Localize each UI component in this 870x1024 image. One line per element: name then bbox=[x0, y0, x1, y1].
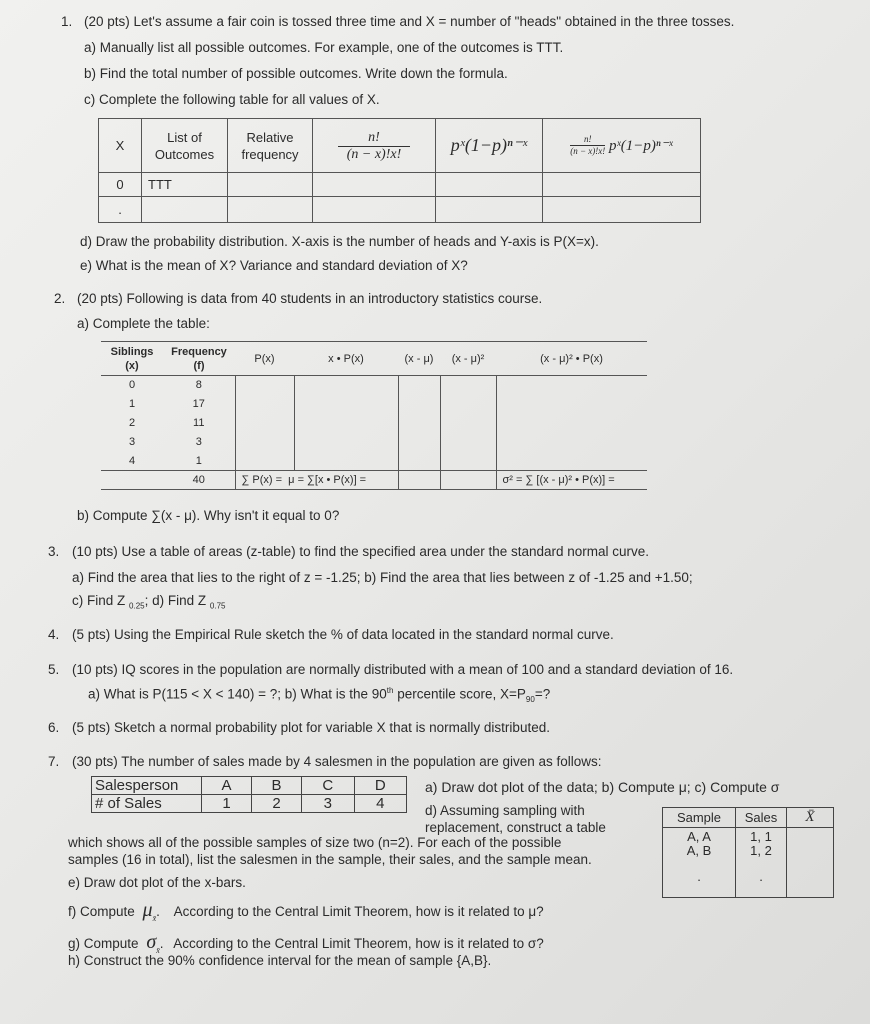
q2-row bbox=[101, 376, 647, 395]
q7-header-sales: Sales bbox=[736, 808, 787, 828]
mu-xbar-symbol: $\mu_{x̄}$ bbox=[142, 899, 157, 923]
q2-header-x-minus-mu: (x - μ) bbox=[398, 342, 440, 376]
sigma-xbar-symbol: $\sigma_{x̄}$ bbox=[146, 931, 160, 955]
q7-part-d-line3: which shows all of the possible samples of size two (n=2). For each of the possible bbox=[68, 835, 562, 850]
q2-variance: σ² = ∑ [(x - μ)² • P(x)] = bbox=[496, 471, 647, 490]
q2-row bbox=[101, 452, 647, 471]
q7-sales-list: 1, 1 1, 2 . bbox=[736, 828, 787, 898]
q2-header-x-minus-mu-sq-px: (x - μ)² • P(x) bbox=[496, 342, 647, 376]
q2-header-x-minus-mu-sq: (x - μ)² bbox=[440, 342, 496, 376]
q1-part-e: e) What is the mean of X? Variance and standard deviation of X? bbox=[80, 258, 468, 273]
q2-table bbox=[101, 341, 647, 490]
q7-part-abc: a) Draw dot plot of the data; b) Compute μ; c) Compute σ bbox=[425, 779, 780, 795]
q1-part-d: d) Draw the probability distribution. X-axis is the number of heads and Y-axis is P(X=x). bbox=[80, 234, 599, 249]
q3-part-a: a) Find the area that lies to the right of z = -1.25; b) Find the area that lies between z of -1.25 and +1.50; bbox=[72, 570, 693, 585]
q1-header-binomial: $\frac{n!}{(n - x)!x!}$ pˣ(1−p)ⁿ⁻ˣ bbox=[543, 119, 701, 173]
q7-part-e: e) Draw dot plot of the x-bars. bbox=[68, 875, 246, 890]
q2-row bbox=[101, 395, 647, 414]
q1-header-prob: pˣ(1−p)ⁿ⁻ˣ bbox=[436, 119, 543, 173]
q1-part-c: c) Complete the following table for all values of X. bbox=[84, 92, 380, 107]
q2-siblings-3: 3 bbox=[128, 436, 136, 448]
q2-row bbox=[101, 414, 647, 433]
q5-part-a: a) What is P(115 < X < 140) = ?; b) What is the 90th percentile score, $X=P_{90}=$? bbox=[88, 686, 551, 705]
q7-sample-list: A, A A, B . bbox=[663, 828, 736, 898]
q7-sales-a: 1 bbox=[202, 795, 252, 813]
q3-part-c: c) Find Z $_{0.25}$; d) Find Z $_{0.75}$ bbox=[72, 593, 226, 611]
q7-person-a: A bbox=[202, 777, 252, 795]
q2-number: 2. bbox=[54, 291, 66, 306]
q7-part-h: h) Construct the 90% confidence interval for the mean of sample {A,B}. bbox=[68, 953, 492, 968]
q7-person-d: D bbox=[354, 777, 406, 795]
q6-text: (5 pts) Sketch a normal probability plot for variable X that is normally distributed. bbox=[72, 720, 550, 735]
q6-number: 6. bbox=[48, 720, 60, 735]
q2-header-siblings: Siblings (x) bbox=[110, 345, 154, 372]
q7-person-b: B bbox=[252, 777, 302, 795]
q7-text: (30 pts) The number of sales made by 4 salesmen in the population are given as follows: bbox=[72, 754, 602, 769]
q2-siblings-4: 4 bbox=[128, 454, 136, 467]
q1-header-list: List of Outcomes bbox=[142, 119, 228, 173]
q2-header-xpx: x • P(x) bbox=[294, 342, 398, 376]
q7-part-d-line2: replacement, construct a table bbox=[425, 820, 606, 835]
q7-sales-b: 2 bbox=[252, 795, 302, 813]
q5-text: (10 pts) IQ scores in the population are normally distributed with a mean of 100 and a standard deviation of 16. bbox=[72, 662, 734, 677]
q1-part-b: b) Find the total number of possible outcomes. Write down the formula. bbox=[84, 66, 508, 81]
q2-siblings-2: 2 bbox=[128, 417, 136, 429]
q2-siblings-0: 0 bbox=[101, 376, 163, 395]
q1-header-combination: n! (n − x)!x! bbox=[313, 119, 436, 173]
q2-frequency-total: 40 bbox=[192, 474, 205, 486]
q4-text: (5 pts) Using the Empirical Rule sketch the % of data located in the standard normal curve. bbox=[72, 627, 614, 642]
q2-row bbox=[101, 433, 647, 452]
q2-total-row bbox=[101, 471, 647, 490]
q3-number: 3. bbox=[48, 544, 60, 559]
q1-row1-x: 0 bbox=[99, 173, 142, 197]
q1-part-a: a) Manually list all possible outcomes. For example, one of the outcomes is TTT. bbox=[84, 40, 564, 55]
q2-header-frequency: Frequency (f) bbox=[163, 342, 235, 376]
q2-frequency-0: 8 bbox=[195, 379, 202, 392]
q2-part-b: b) Compute ∑(x - μ). Why isn't it equal to 0? bbox=[77, 508, 340, 523]
q2-text: (20 pts) Following is data from 40 students in an introductory statistics course. bbox=[77, 291, 543, 306]
q1-row2-x: . bbox=[99, 197, 142, 223]
q2-part-a: a) Complete the table: bbox=[77, 316, 210, 331]
q7-sample-table bbox=[662, 807, 834, 898]
q7-sales-c: 3 bbox=[302, 795, 354, 813]
q2-sum-px-mu: ∑ P(x) = μ = ∑[x • P(x)] = bbox=[235, 471, 398, 490]
q1-number: 1. bbox=[61, 14, 73, 29]
q7-header-sales: # of Sales bbox=[92, 795, 202, 813]
q7-sales-table bbox=[91, 776, 407, 813]
q2-frequency-4: 1 bbox=[195, 454, 202, 467]
q7-sales-d: 4 bbox=[354, 795, 406, 813]
q2-siblings-1: 1 bbox=[128, 398, 136, 410]
q1-text: (20 pts) Let's assume a fair coin is tossed three time and X = number of "heads" obtained in the three tosses. bbox=[84, 14, 735, 29]
q7-header-salesperson: Salesperson bbox=[92, 777, 202, 795]
q1-header-x: X bbox=[99, 119, 142, 173]
q5-number: 5. bbox=[48, 662, 60, 677]
q7-part-g: g) Compute $\sigma_{x̄}$. According to the Central Limit Theorem, how is it related to σ? bbox=[68, 931, 544, 955]
q1-table bbox=[98, 118, 701, 223]
q1-header-relative: Relative frequency bbox=[228, 119, 313, 173]
q7-header-xbar: X̄ bbox=[787, 808, 834, 828]
q7-header-sample: Sample bbox=[663, 808, 736, 828]
q7-part-f: f) Compute $\mu_{x̄}$. According to the Central Limit Theorem, how is it related to μ? bbox=[68, 899, 544, 923]
q3-text: (10 pts) Use a table of areas (z-table) to find the specified area under the standard normal curve. bbox=[72, 544, 650, 559]
q2-frequency-2: 11 bbox=[193, 417, 205, 429]
q7-part-d-line4: samples (16 in total), list the salesmen in the sample, their sales, and the sample mean. bbox=[68, 852, 592, 867]
q2-header-px: P(x) bbox=[235, 342, 294, 376]
q7-part-d-line1: d) Assuming sampling with bbox=[425, 803, 585, 818]
q7-person-c: C bbox=[302, 777, 354, 795]
q7-number: 7. bbox=[48, 754, 60, 769]
q2-frequency-1: 17 bbox=[192, 398, 205, 410]
q2-frequency-3: 3 bbox=[195, 436, 202, 448]
q1-row1-list: TTT bbox=[142, 173, 228, 197]
q4-number: 4. bbox=[48, 627, 60, 642]
